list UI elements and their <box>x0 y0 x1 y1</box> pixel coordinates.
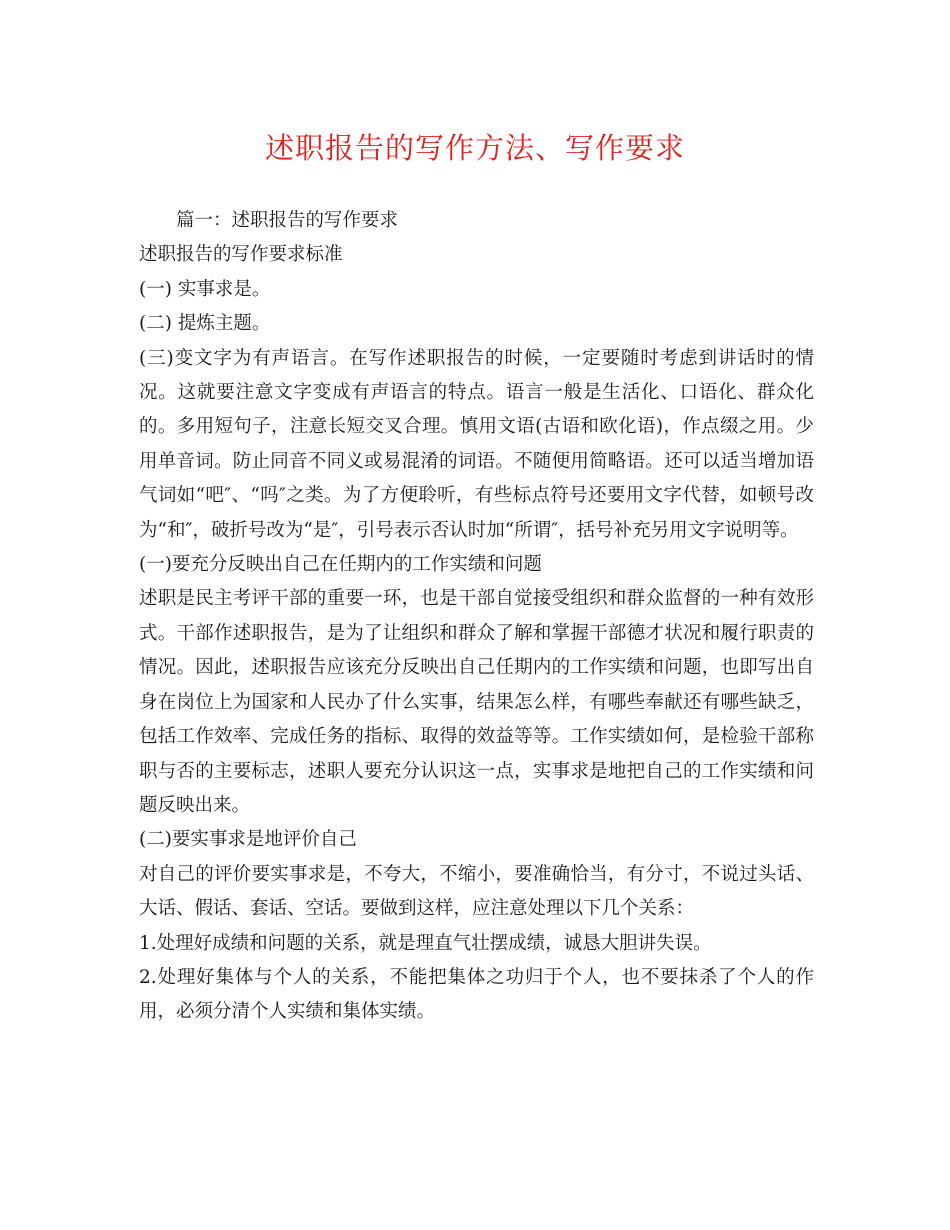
list-item: 1.处理好成绩和问题的关系，就是理直气壮摆成绩，诚恳大胆讲失误。 <box>139 932 712 954</box>
list-item: (二) 提炼主题。 <box>139 313 271 335</box>
paragraph: 对自己的评价要实事求是，不夸大，不缩小，要准确恰当，有分寸，不说过头话、大话、假话、套话、空话。要做到这样，应注意处理以下几个关系： <box>139 863 814 920</box>
document-title: 述职报告的写作方法、写作要求 <box>264 131 685 165</box>
list-item: (一) 实事求是。 <box>139 278 271 300</box>
subheading: (一)要充分反映出自己在任期内的工作实绩和问题 <box>139 554 542 576</box>
list-item: 2.处理好集体与个人的关系，不能把集体之功归于个人，也不要抹杀了个人的作用，必须分清个人实绩和集体实绩。 <box>139 966 814 1023</box>
section-heading: 篇一：述职报告的写作要求 <box>176 210 399 231</box>
paragraph: (三)变文字为有声语言。在写作述职报告的时候，一定要随时考虑到讲话时的情况。这就要注意文字变成有声语言的特点。语言一般是生活化、口语化、群众化的。多用短句子，注意长短交叉合理。慎用文语(古语和欧化语)，作点缀之用。少用单音词。防止同音不同义或易混淆的词语。不随便用简略语。还可以适当增加语气词如“吧″、“吗″之类。为了方便聆听，有些标点符号还要用文字代替，如顿号改为“和″，破折号改为“是″，引号表示否认时加“所谓″，括号补充另用文字说明等。 <box>139 347 814 541</box>
subheading: 述职报告的写作要求标准 <box>139 244 343 266</box>
subheading: (二)要实事求是地评价自己 <box>139 829 357 851</box>
document-body <box>139 204 814 1030</box>
paragraph: 述职是民主考评干部的重要一环，也是干部自觉接受组织和群众监督的一种有效形式。干部作述职报告，是为了让组织和群众了解和掌握干部德才状况和履行职责的情况。因此，述职报告应该充分反映出自己任期内的工作实绩和问题，也即写出自身在岗位上为国家和人民办了什么实事，结果怎么样，有哪些奉献还有哪些缺乏，包括工作效率、完成任务的指标、取得的效益等等。工作实绩如何，是检验干部称职与否的主要标志，述职人要充分认识这一点，实事求是地把自己的工作实绩和问题反映出来。 <box>139 588 814 816</box>
